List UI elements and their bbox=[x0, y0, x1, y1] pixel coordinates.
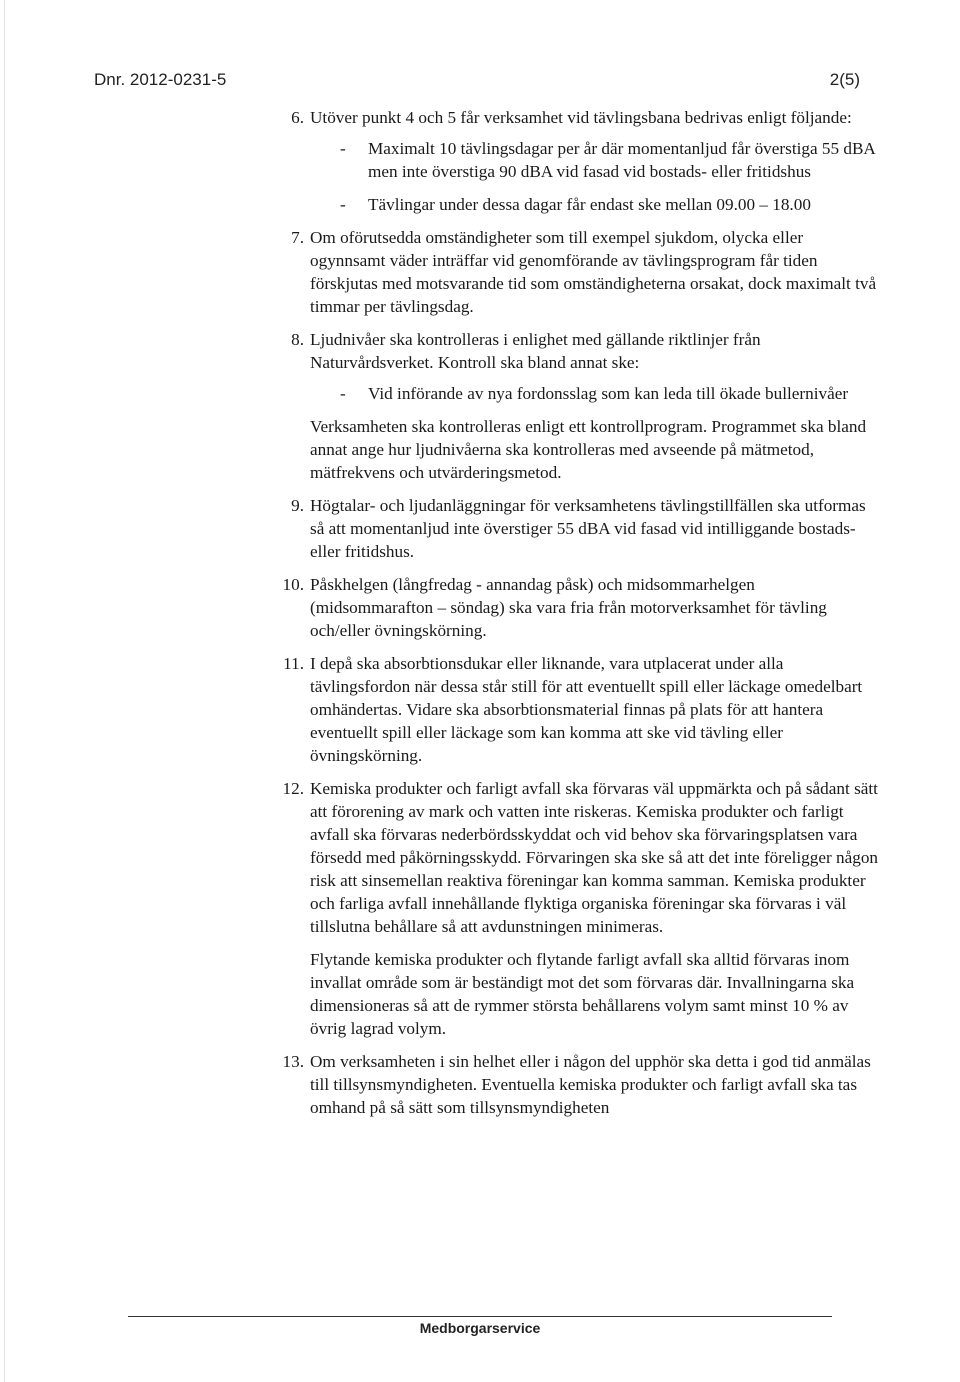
condition-text: Ljudnivåer ska kontrolleras i enlighet med gällande riktlinjer från Naturvårdsverket. Kontroll ska bland annat ske: bbox=[310, 330, 761, 372]
condition-number: 11. bbox=[283, 654, 304, 673]
dash-text: Vid införande av nya fordonsslag som kan leda till ökade bullernivåer bbox=[368, 384, 849, 403]
conditions-list bbox=[270, 106, 882, 1129]
condition-text: Om verksamheten i sin helhet eller i någon del upphör ska detta i god tid anmälas till tillsynsmyndigheten. Eventuella kemiska produkter och farligt avfall ska tas omhand på så sätt som tillsynsmyndigheten bbox=[310, 1052, 871, 1117]
condition-number: 8. bbox=[291, 330, 304, 349]
condition-text: Utöver punkt 4 och 5 får verksamhet vid tävlingsbana bedrivas enligt följande: bbox=[310, 108, 852, 127]
condition-text: I depå ska absorbtionsdukar eller liknande, vara utplacerat under alla tävlingsfordon när dessa står still för att eventuellt spill eller läckage omedelbart omhändertas. Vidare ska absorbtionsmaterial finnas på plats för att hantera eventuellt spill eller läckage som kan komma att ske vid tävling eller övningskörning. bbox=[310, 654, 863, 765]
condition-item bbox=[270, 1050, 882, 1119]
condition-text: Flytande kemiska produkter och flytande farligt avfall ska alltid förvaras inom invallat område som är beständigt mot det som förvaras där. Invallningarna ska dimensioneras så att de rymmer största behållarens volym samt minst 10 % av övrig lagrad volym. bbox=[310, 950, 855, 1038]
dash-item bbox=[310, 137, 882, 183]
condition-item bbox=[270, 328, 882, 484]
condition-text: Påskhelgen (långfredag - annandag påsk) och midsommarhelgen (midsommarafton – söndag) ska vara fria från motorverksamhet för tävling och/eller övningskörning. bbox=[310, 575, 827, 640]
condition-text: Kemiska produkter och farligt avfall ska förvaras väl uppmärkta och på sådant sätt att förorening av mark och vatten inte riskeras. Kemiska produkter och farligt avfall ska förvaras nederbördsskyddat och vid behov ska förvaringsplatsen vara försedd med påkörningsskydd. Förvaringen ska ske så att det inte föreligger någon risk att sinsemellan reaktiva föreningar kan komma samman. Kemiska produkter och farliga avfall innehållande flyktiga organiska föreningar ska förvaras i väl tillslutna behållare så att avdunstningen minimeras. bbox=[310, 779, 879, 936]
condition-item bbox=[270, 777, 882, 1040]
footer-text: Medborgarservice bbox=[419, 1320, 541, 1336]
dash-text: Tävlingar under dessa dagar får endast ske mellan 09.00 – 18.00 bbox=[368, 195, 811, 214]
document-number: Dnr. 2012-0231-5 bbox=[94, 70, 227, 89]
dash-item bbox=[310, 193, 882, 216]
page-margin-line bbox=[4, 0, 5, 1382]
condition-item bbox=[270, 226, 882, 318]
dash-marker: - bbox=[340, 384, 346, 403]
condition-item bbox=[270, 573, 882, 642]
dash-text: Maximalt 10 tävlingsdagar per år där momentanljud får överstiga 55 dBA men inte överstiga 90 dBA vid fasad vid bostads- eller fritidshus bbox=[368, 139, 875, 181]
page-number: 2(5) bbox=[829, 70, 860, 89]
condition-item bbox=[270, 106, 882, 216]
dash-item bbox=[310, 382, 882, 405]
condition-number: 6. bbox=[291, 108, 304, 127]
condition-number: 7. bbox=[291, 228, 304, 247]
condition-text: Verksamheten ska kontrolleras enligt ett kontrollprogram. Programmet ska bland annat ange hur ljudnivåerna ska kontrolleras med avseende på mätmetod, mätfrekvens och utvärderingsmetod. bbox=[310, 417, 867, 482]
condition-number: 10. bbox=[282, 575, 304, 594]
condition-item bbox=[270, 652, 882, 767]
condition-number: 9. bbox=[291, 496, 304, 515]
condition-item bbox=[270, 494, 882, 563]
dash-marker: - bbox=[340, 195, 346, 214]
condition-text: Högtalar- och ljudanläggningar för verksamhetens tävlingstillfällen ska utformas så att momentanljud inte överstiger 55 dBA vid fasad vid intilliggande bostads- eller fritidshus. bbox=[310, 496, 866, 561]
condition-text: Om oförutsedda omständigheter som till exempel sjukdom, olycka eller ogynnsamt väder inträffar vid genomförande av tävlingsprogram får tiden förskjutas med motsvarande tid som omständigheterna orsakat, dock maximalt två timmar per tävlingsdag. bbox=[310, 228, 877, 316]
condition-number: 12. bbox=[282, 779, 304, 798]
condition-number: 13. bbox=[282, 1052, 304, 1071]
footer-divider bbox=[128, 1316, 832, 1317]
dash-marker: - bbox=[340, 139, 346, 158]
